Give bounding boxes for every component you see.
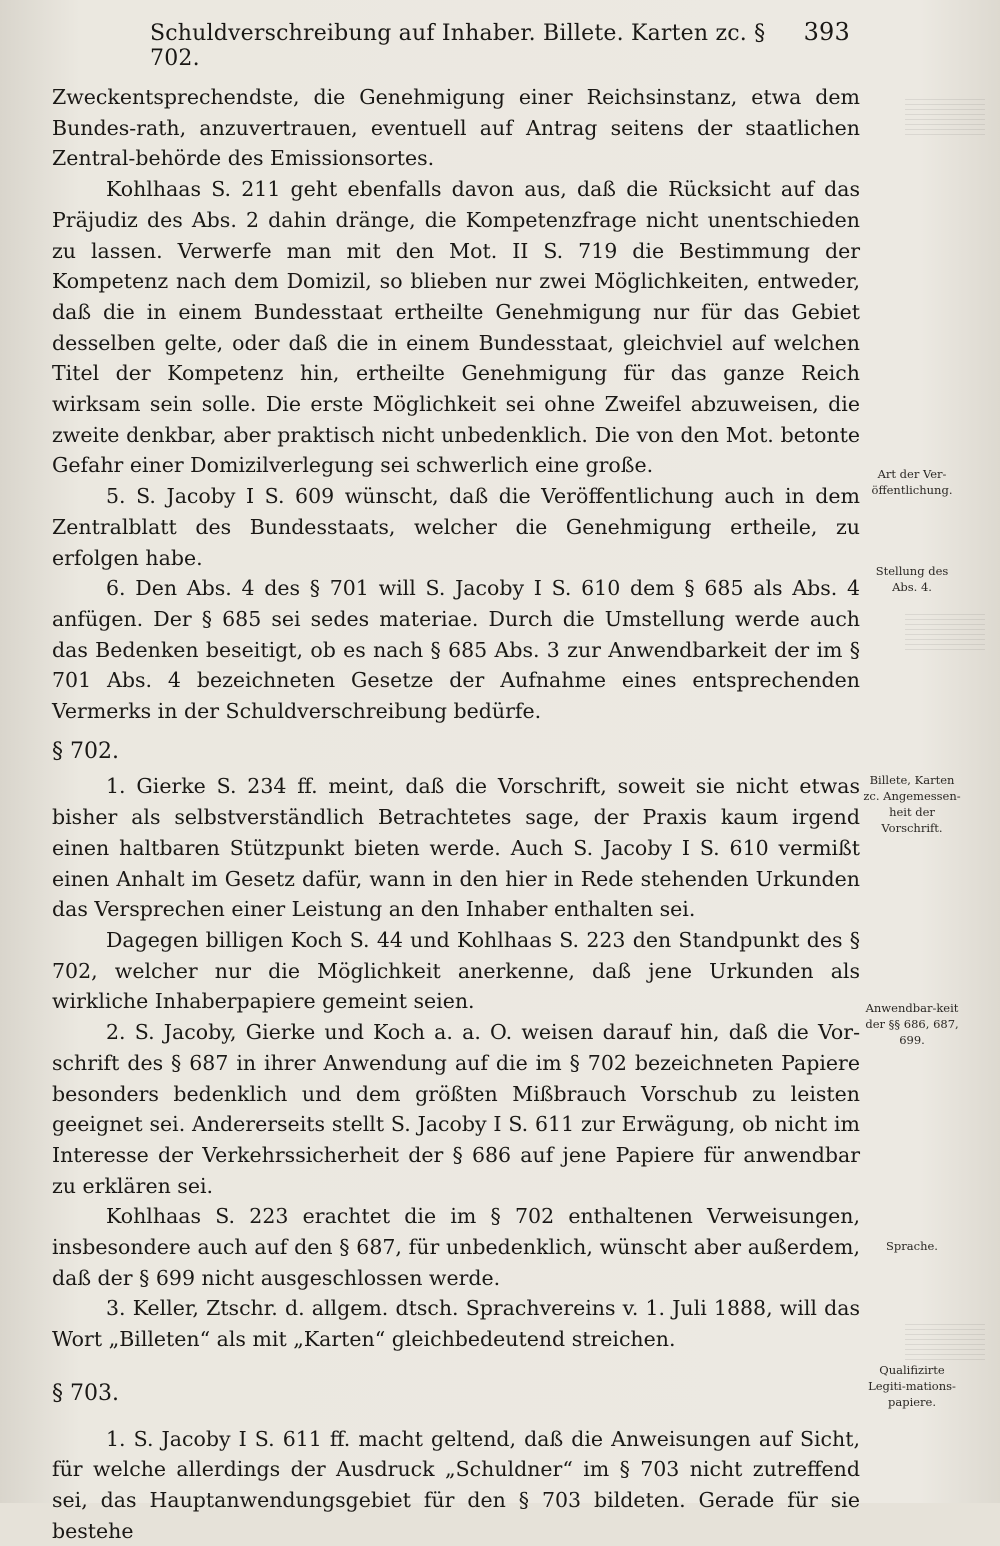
paragraph: Kohlhaas S. 211 geht ebenfalls davon aus, daß die Rücksicht auf das Präjudiz des Abs. 2 dahin dränge, die Kompetenzfrage nicht unentschieden zu lassen. Verwerfe man mit den Mot. II S. 719 die Bestimmung der Kompetenz nach dem Domizil, so blieben nur zwei Möglichkeiten, entweder, daß die in einem Bundesstaat ertheilte Genehmigung nur für das Gebiet desselben gelte, oder daß die in einem Bundesstaat, gleichviel auf welchen Titel der Kompetenz hin, ertheilte Genehmigung für das ganze Reich wirksam sein solle. Die erste Möglichkeit sei ohne Zweifel abzuweisen, die zweite denkbar, aber praktisch nicht unbedenklich. Die von den Mot. betonte Gefahr einer Domizilverlegung sei schwerlich eine große. bbox=[52, 177, 860, 478]
section-heading-703: § 703. bbox=[52, 1380, 119, 1406]
running-head bbox=[150, 18, 850, 71]
paragraph: Dagegen billigen Koch S. 44 und Kohlhaas S. 223 den Standpunkt des § 702, welcher nur die Möglichkeit anerkenne, daß jene Urkunden als wirkliche Inhaberpapiere gemeint seien. bbox=[52, 927, 860, 1014]
show-through-mark bbox=[905, 610, 985, 650]
paragraph: 1. S. Jacoby I S. 611 ff. macht geltend, daß die Anweisungen auf Sicht, für welche allerdings der Ausdruck „Schuldner“ im § 703 nicht zutreffend sei, das Hauptanwendungsgebiet für den § 703 bildeten. Gerade für sie bestehe bbox=[52, 1426, 860, 1543]
paragraph: Kohlhaas S. 223 erachtet die im § 702 enthaltenen Verweisungen, insbesondere auch auf den § 687, für unbedenklich, wünscht aber außerdem, daß der § 699 nicht ausgeschlossen werde. bbox=[52, 1204, 860, 1290]
margin-note: Qualifizirte Legiti-mations-papiere. bbox=[868, 1363, 956, 1409]
running-title: Schuldverschreibung auf Inhaber. Billete. Karten zc. § 702. bbox=[150, 21, 766, 71]
paragraph: 5. S. Jacoby I S. 609 wünscht, daß die Veröffentlichung auch in dem Zentralblatt des Bundesstaats, welcher die Genehmigung ertheile, zu erfolgen habe. bbox=[52, 484, 860, 570]
show-through-mark bbox=[905, 95, 985, 135]
page-number: 393 bbox=[803, 18, 850, 46]
show-through-mark bbox=[905, 1320, 985, 1360]
paragraph: 2. S. Jacoby, Gierke und Koch a. a. O. weisen darauf hin, daß die Vor-schrift des § 687 in ihrer Anwendung auf die im § 702 bezeichneten Papiere besonders bedenklich und dem größten Mißbrauch Vorschub zu leisten geeignet sei. Andererseits stellt S. Jacoby I S. 611 zur Erwägung, ob nicht im Interesse der Verkehrssicherheit der § 686 auf jene Papiere für anwendbar zu erklären sei. bbox=[52, 1020, 860, 1198]
paragraph: 1. Gierke S. 234 ff. meint, daß die Vorschrift, soweit sie nicht etwas bisher als selbstverständlich Betrachtetes sage, der Praxis kaum irgend einen haltbaren Stützpunkt bieten werde. Auch S. Jacoby I S. 610 vermißt einen Anhalt im Gesetz dafür, wann in den hier in Rede stehenden Urkunden das Versprechen einer Leistung an den Inhaber enthalten sei. bbox=[52, 774, 860, 922]
paragraph: 6. Den Abs. 4 des § 701 will S. Jacoby I S. 610 dem § 685 als Abs. 4 anfügen. Der § 685 sei sedes materiae. Durch die Umstellung werde auch das Bedenken beseitigt, ob es nach § 685 Abs. 3 zur Anwendbarkeit der im § 701 Abs. 4 bezeichneten Gesetze der Aufnahme eines entsprechenden Vermerks in der Schuldverschreibung bedürfe. bbox=[52, 576, 860, 724]
margin-note: Billete, Karten zc. Angemessen-heit der Vorschrift. bbox=[863, 773, 961, 835]
margin-note: Stellung des Abs. 4. bbox=[875, 564, 949, 594]
margin-note: Art der Ver-öffentlichung. bbox=[871, 467, 953, 497]
section-heading-702: § 702. bbox=[52, 738, 119, 764]
margin-note: Anwendbar-keit der §§ 686, 687, 699. bbox=[865, 1001, 959, 1047]
paragraph: Zweckentsprechendste, die Genehmigung einer Reichsinstanz, etwa dem Bundes-rath, anzuvertrauen, eventuell auf Antrag seitens der staatlichen Zentral-behörde des Emissionsortes. bbox=[52, 85, 860, 171]
paragraph: 3. Keller, Ztschr. d. allgem. dtsch. Sprachvereins v. 1. Juli 1888, will das Wort „Billeten“ als mit „Karten“ gleichbedeutend streichen. bbox=[52, 1296, 860, 1352]
margin-note: Sprache. bbox=[886, 1239, 938, 1253]
body-text bbox=[52, 82, 860, 1546]
